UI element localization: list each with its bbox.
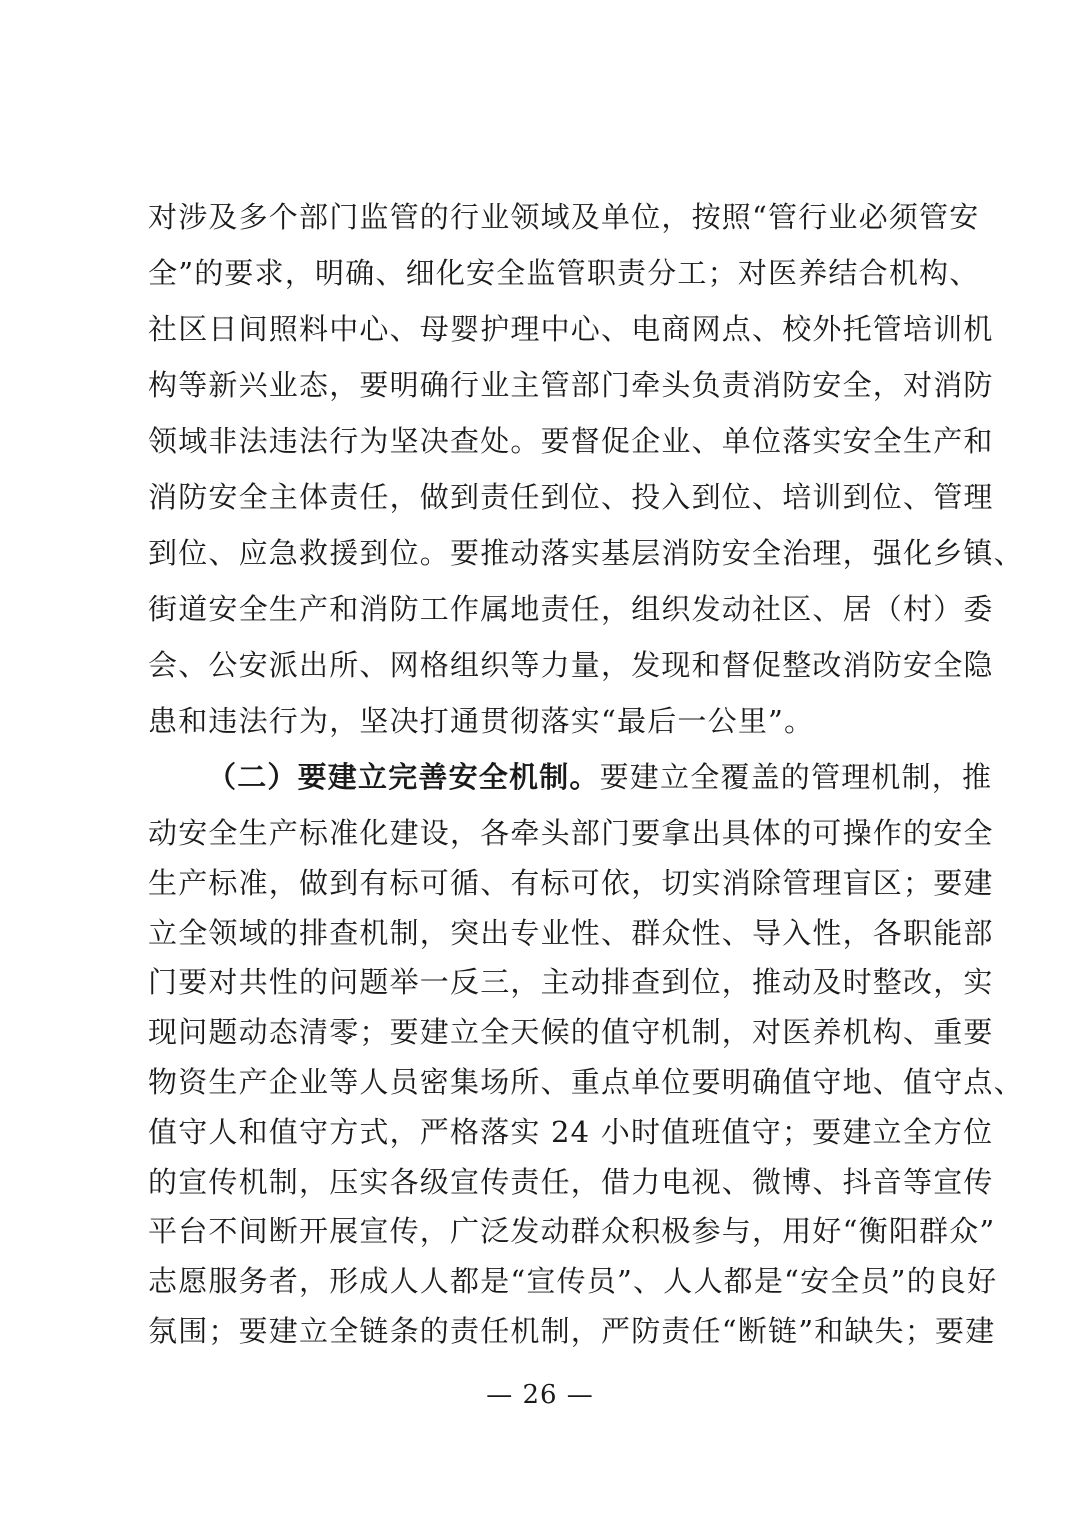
paragraph-line: 动安全生产标准化建设，各牵头部门要拿出具体的可操作的安全 — [148, 816, 994, 850]
section-first-line — [207, 757, 993, 797]
section-heading: （二）要建立完善安全机制。 — [207, 760, 600, 794]
paragraph-line: 值守人和值守方式，严格落实 24 小时值班值守；要建立全方位 — [148, 1115, 994, 1149]
paragraph-line: 社区日间照料中心、母婴护理中心、电商网点、校外托管培训机 — [148, 312, 994, 346]
paragraph-line: 平台不间断开展宣传，广泛发动群众积极参与，用好“衡阳群众” — [148, 1214, 996, 1248]
section-first-line-text: 要建立全覆盖的管理机制，推 — [599, 760, 993, 794]
paragraph-line: 立全领域的排查机制，突出专业性、群众性、导入性，各职能部 — [148, 916, 994, 950]
paragraph-line: 患和违法行为，坚决打通贯彻落实“最后一公里”。 — [148, 704, 815, 738]
paragraph-line: 街道安全生产和消防工作属地责任，组织发动社区、居（村）委 — [148, 592, 994, 626]
paragraph-line: 物资生产企业等人员密集场所、重点单位要明确值守地、值守点、 — [148, 1065, 1024, 1099]
paragraph-line: 氛围；要建立全链条的责任机制，严防责任“断链”和缺失；要建 — [148, 1314, 996, 1348]
paragraph-line: 志愿服务者，形成人人都是“宣传员”、人人都是“安全员”的良好 — [148, 1264, 998, 1298]
paragraph-line: 生产标准，做到有标可循、有标可依，切实消除管理盲区；要建 — [148, 866, 994, 900]
paragraph-line: 到位、应急救援到位。要推动落实基层消防安全治理，强化乡镇、 — [148, 536, 1024, 570]
paragraph-line: 会、公安派出所、网格组织等力量，发现和督促整改消防安全隐 — [148, 648, 994, 682]
paragraph-line: 构等新兴业态，要明确行业主管部门牵头负责消防安全，对消防 — [148, 368, 994, 402]
paragraph-line: 门要对共性的问题举一反三，主动排查到位，推动及时整改，实 — [148, 965, 994, 999]
paragraph-line: 领域非法违法行为坚决查处。要督促企业、单位落实安全生产和 — [148, 424, 994, 458]
page-number: — 26 — — [486, 1380, 594, 1410]
paragraph-line: 现问题动态清零；要建立全天候的值守机制，对医养机构、重要 — [148, 1015, 994, 1049]
paragraph-line: 的宣传机制，压实各级宣传责任，借力电视、微博、抖音等宣传 — [148, 1165, 994, 1199]
paragraph-line: 消防安全主体责任，做到责任到位、投入到位、培训到位、管理 — [148, 480, 994, 514]
paragraph-line: 全”的要求，明确、细化安全监管职责分工；对医养结合机构、 — [148, 256, 980, 290]
paragraph-line: 对涉及多个部门监管的行业领域及单位，按照“管行业必须管安 — [148, 200, 980, 234]
